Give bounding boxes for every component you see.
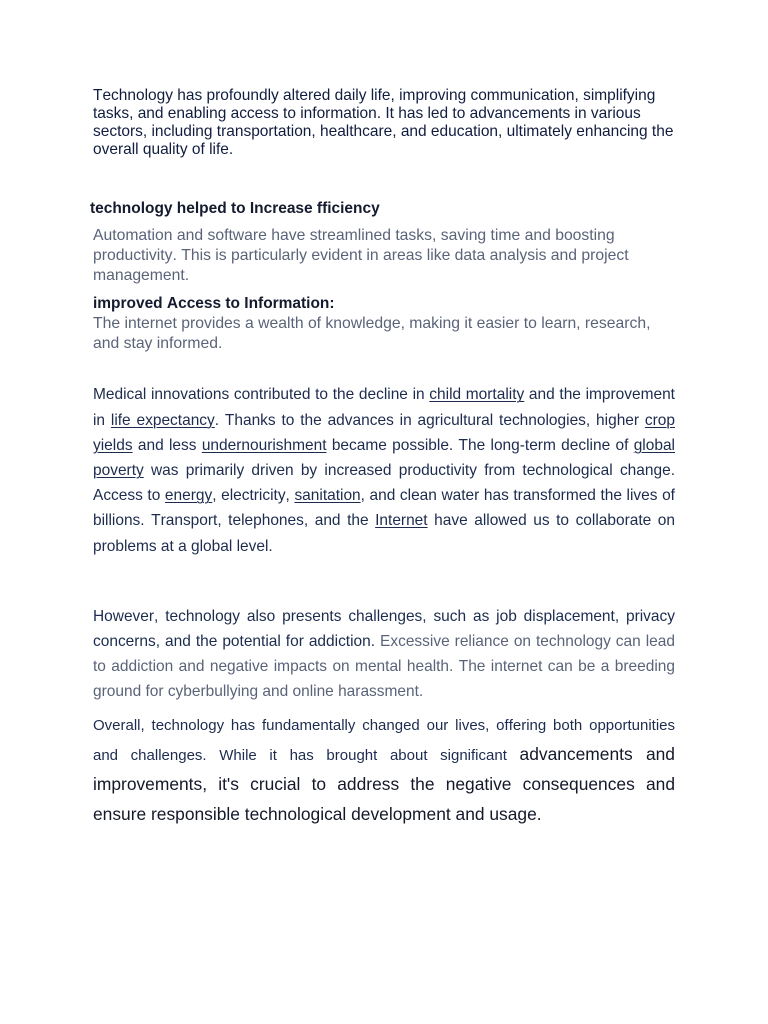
intro-paragraph: Technology has profoundly altered daily life, improving communication, simplifying tasks, and enabling access to information. It has led to advancements in various sectors, including transportation, healthcare, and education, ultimately enhancing the overall quality of life. (93, 87, 674, 158)
conclusion-emphasis: advancements and improvements, it's crucial to address the negative consequences and ensure responsible technological development and usage. (93, 744, 675, 824)
link-energy[interactable]: energy (164, 487, 213, 505)
challenges-lead: However, technology also presents challenges, such as job displacement, privacy concerns, and the potential for addiction. (93, 607, 675, 650)
link-undernourishment[interactable]: undernourishment (201, 436, 327, 454)
link-global-poverty[interactable]: global poverty (93, 436, 675, 479)
impacts-text: and the improvement in (93, 386, 675, 429)
conclusion-middle: While it has brought about significant (219, 747, 507, 764)
challenges-paragraph (93, 604, 675, 704)
access-paragraph: The internet provides a wealth of knowledge, making it easier to learn, research, and stay informed. (93, 315, 651, 352)
section-heading-access: improved Access to Information: (93, 295, 335, 312)
conclusion-lead: Overall, technology has fundamentally changed our lives, offering both opportunities and challenges. (93, 717, 675, 764)
impacts-text: , and clean water has transformed the lives of billions. Transport, telephones, and the (93, 487, 675, 530)
impacts-text: , electricity, (212, 487, 295, 505)
impacts-text: was primarily driven by increased productivity from technological change. Access to (93, 462, 675, 505)
conclusion-paragraph (93, 712, 675, 830)
section-heading-efficiency: technology helped to Increase fficiency (90, 200, 380, 217)
impacts-paragraph (93, 382, 675, 558)
link-sanitation[interactable]: sanitation (294, 487, 361, 505)
impacts-text: have allowed us to collaborate on problems at a global level. (93, 512, 675, 555)
impacts-text: and less (132, 436, 202, 454)
efficiency-paragraph: Automation and software have streamlined tasks, saving time and boosting productivity. This is particularly evident in areas like data analysis and project management. (93, 227, 629, 284)
impacts-text: Medical innovations contributed to the decline in (93, 386, 430, 404)
link-crop-yields[interactable]: crop yields (93, 411, 675, 454)
link-internet[interactable]: Internet (375, 512, 428, 530)
link-life-expectancy[interactable]: life expectancy (110, 411, 215, 429)
link-child-mortality[interactable]: child mortality (429, 386, 525, 404)
challenges-detail: Excessive reliance on technology can lead to addiction and negative impacts on mental health. The internet can be a breeding ground for cyberbullying and online harassment. (93, 632, 675, 700)
impacts-text: . Thanks to the advances in agricultural technologies, higher (214, 411, 645, 429)
impacts-text: became possible. The long-term decline of (326, 436, 634, 454)
